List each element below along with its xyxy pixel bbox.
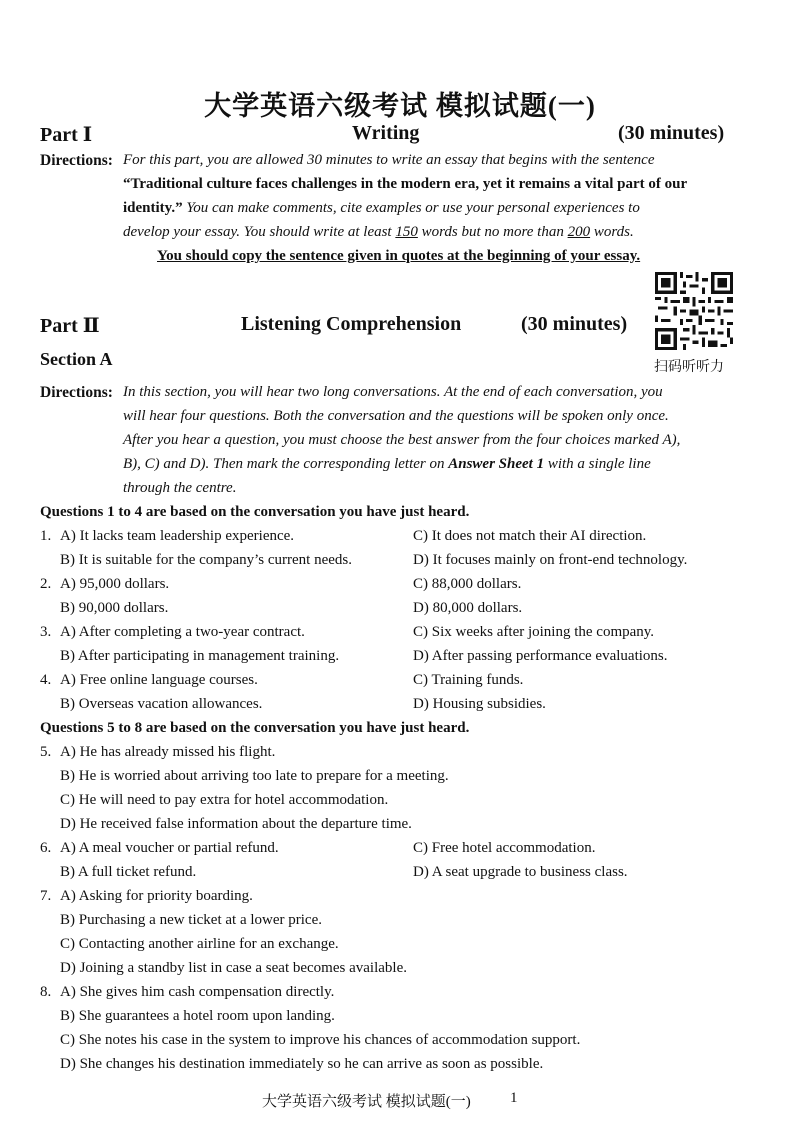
qr-code-icon[interactable] — [655, 272, 733, 350]
q4-option-c[interactable]: C) Training funds. — [413, 672, 524, 688]
qr-caption: 扫码听听力 — [654, 359, 724, 375]
q8-option-b[interactable]: B) She guarantees a hotel room upon landing. — [60, 1008, 335, 1024]
part1-directions-line-2 — [123, 176, 687, 193]
part1-directions-line-3-rest: You can make comments, cite examples or use your personal experiences to — [182, 200, 640, 216]
q2-option-d[interactable]: D) 80,000 dollars. — [413, 600, 523, 616]
q3-option-a[interactable]: A) After completing a two-year contract. — [60, 624, 305, 640]
q1-number: 1. — [40, 528, 52, 544]
part1-directions-line-3 — [123, 200, 640, 217]
q5-option-b[interactable]: B) He is worried about arriving too late to prepare for a meeting. — [60, 768, 449, 784]
q4-option-a[interactable]: A) Free online language courses. — [60, 672, 258, 688]
q7-option-d[interactable]: D) Joining a standby list in case a seat becomes available. — [60, 960, 407, 976]
q2-option-a[interactable]: A) 95,000 dollars. — [60, 576, 170, 592]
part1-directions-line-4-a: develop your essay. You should write at least — [123, 224, 396, 240]
q1-option-d[interactable]: D) It focuses mainly on front-end technology. — [413, 552, 688, 568]
part2-directions-line-4-b: with a single line — [544, 456, 651, 472]
footer-title: 大学英语六级考试 模拟试题(一) — [262, 1094, 471, 1110]
q2-option-b[interactable]: B) 90,000 dollars. — [60, 600, 169, 616]
part1-label: Part Ⅰ — [40, 124, 93, 146]
q7-option-c[interactable]: C) Contacting another airline for an exchange. — [60, 936, 339, 952]
q6-option-c[interactable]: C) Free hotel accommodation. — [413, 840, 596, 856]
page-number: 1 — [510, 1090, 518, 1106]
q7-option-a[interactable]: A) Asking for priority boarding. — [60, 888, 253, 904]
group2-header: Questions 5 to 8 are based on the conversation you have just heard. — [40, 720, 470, 736]
q7-option-b[interactable]: B) Purchasing a new ticket at a lower price. — [60, 912, 322, 928]
q6-option-d[interactable]: D) A seat upgrade to business class. — [413, 864, 628, 880]
part1-time: (30 minutes) — [618, 122, 725, 144]
group1-header: Questions 1 to 4 are based on the conversation you have just heard. — [40, 504, 470, 520]
q5-number: 5. — [40, 744, 52, 760]
part2-name: Listening Comprehension — [241, 313, 462, 335]
part1-directions-label: Directions: — [40, 152, 113, 169]
q4-number: 4. — [40, 672, 52, 688]
q8-option-d[interactable]: D) She changes his destination immediately so he can arrive as soon as possible. — [60, 1056, 544, 1072]
q1-option-a[interactable]: A) It lacks team leadership experience. — [60, 528, 295, 544]
answer-sheet-ref: Answer Sheet 1 — [448, 456, 545, 472]
q4-option-d[interactable]: D) Housing subsidies. — [413, 696, 546, 712]
q6-option-b[interactable]: B) A full ticket refund. — [60, 864, 197, 880]
section-a-label: Section A — [40, 349, 113, 369]
min-words: 150 — [395, 224, 418, 240]
q3-option-b[interactable]: B) After participating in management training. — [60, 648, 340, 664]
q5-option-a[interactable]: A) He has already missed his flight. — [60, 744, 276, 760]
part2-directions-line-1: In this section, you will hear two long conversations. At the end of each conversation, you — [123, 384, 663, 400]
q6-number: 6. — [40, 840, 52, 856]
q5-option-c[interactable]: C) He will need to pay extra for hotel accommodation. — [60, 792, 389, 808]
part1-directions-line-4-b: words but no more than — [417, 224, 568, 240]
part1-directions-line-1: For this part, you are allowed 30 minutes to write an essay that begins with the sentence — [123, 152, 655, 168]
part1-directions-line-4 — [123, 224, 634, 241]
max-words: 200 — [567, 224, 591, 240]
q1-option-c[interactable]: C) It does not match their AI direction. — [413, 528, 647, 544]
q1-option-b[interactable]: B) It is suitable for the company’s current needs. — [60, 552, 353, 568]
essay-opening-sentence-a: “Traditional culture faces challenges in the modern era, yet it remains a vital part of our — [123, 176, 688, 192]
part2-directions-line-4-a: B), C) and D). Then mark the corresponding letter on — [123, 456, 449, 472]
q3-option-c[interactable]: C) Six weeks after joining the company. — [413, 624, 655, 640]
part2-directions-line-2: will hear four questions. Both the conversation and the questions will be spoken only once. — [123, 408, 669, 424]
q8-option-a[interactable]: A) She gives him cash compensation directly. — [60, 984, 335, 1000]
q8-option-c[interactable]: C) She notes his case in the system to improve his chances of accommodation support. — [60, 1032, 581, 1048]
q7-number: 7. — [40, 888, 52, 904]
essay-opening-sentence-b: identity.” — [123, 200, 183, 216]
q5-option-d[interactable]: D) He received false information about the departure time. — [60, 816, 412, 832]
q2-option-c[interactable]: C) 88,000 dollars. — [413, 576, 522, 592]
part2-label: Part Ⅱ — [40, 315, 100, 337]
part1-name: Writing — [352, 122, 420, 144]
part2-directions-line-5: through the centre. — [123, 480, 237, 496]
q3-number: 3. — [40, 624, 52, 640]
q8-number: 8. — [40, 984, 52, 1000]
q3-option-d[interactable]: D) After passing performance evaluations. — [413, 648, 668, 664]
part2-time: (30 minutes) — [521, 313, 628, 335]
copy-sentence-note: You should copy the sentence given in quotes at the beginning of your essay. — [157, 248, 641, 264]
q4-option-b[interactable]: B) Overseas vacation allowances. — [60, 696, 263, 712]
q6-option-a[interactable]: A) A meal voucher or partial refund. — [60, 840, 279, 856]
page-title: 大学英语六级考试 模拟试题(一) — [204, 91, 596, 121]
part2-directions-line-3: After you hear a question, you must choose the best answer from the four choices marked A), — [123, 432, 681, 448]
part2-directions-label: Directions: — [40, 384, 113, 401]
part1-directions-line-4-c: words. — [590, 224, 634, 240]
part2-directions-line-4 — [123, 456, 651, 473]
q2-number: 2. — [40, 576, 52, 592]
